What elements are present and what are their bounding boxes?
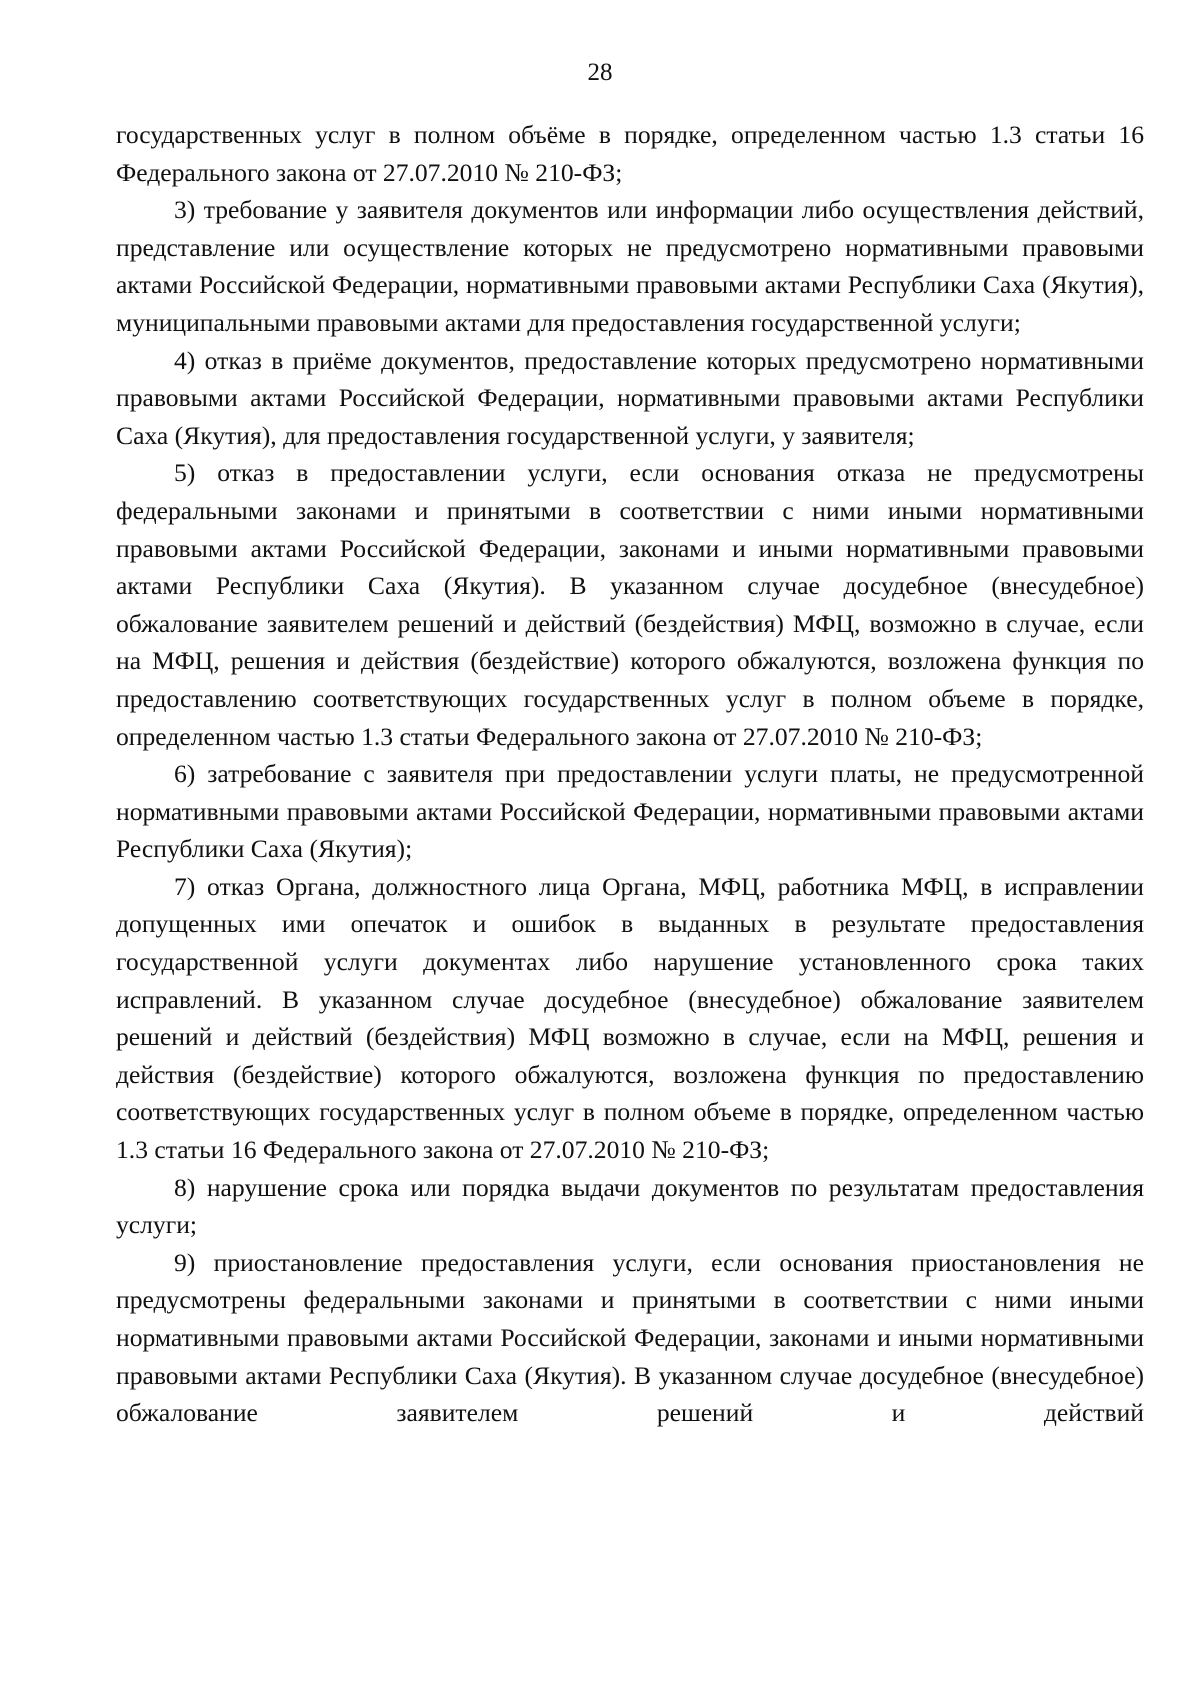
paragraph-item-4: 4) отказ в приёме документов, предоставление которых предусмотрено нормативными правовыми актами Российской Федерации, нормативными правовыми актами Республики Саха (Якутия), для предоставления государственной услуги, у заявителя; bbox=[116, 345, 1144, 450]
document-body bbox=[116, 116, 1144, 1432]
paragraph-item-5: 5) отказ в предоставлении услуги, если основания отказа не предусмотрены федеральными законами и принятыми в соответствии с ними иными нормативными правовыми актами Российской Федерации, законами и иными нормативными правовыми актами Республики Саха (Якутия). В указанном случае досудебное (внесудебное) обжалование заявителем решений и действий (бездействия) МФЦ, возможно в случае, если на МФЦ, решения и действия (бездействие) которого обжалуются, возложена функция по предоставлению соответствующих государственных услуг в полном объеме в порядке, определенном частью 1.3 статьи Федерального закона от 27.07.2010 № 210-ФЗ; bbox=[116, 458, 1144, 751]
paragraph-item-8: 8) нарушение срока или порядка выдачи документов по результатам предоставления услуги; bbox=[116, 1172, 1144, 1240]
paragraph-item-7: 7) отказ Органа, должностного лица Органа, МФЦ, работника МФЦ, в исправлении допущенных ими опечаток и ошибок в выданных в результате предоставления государственной услуги документах либо нарушение установленного срока таких исправлений. В указанном случае досудебное (внесудебное) обжалование заявителем решений и действий (бездействия) МФЦ возможно в случае, если на МФЦ, решения и действия (бездействие) которого обжалуются, возложена функция по предоставлению соответствующих государственных услуг в полном объеме в порядке, определенном частью 1.3 статьи 16 Федерального закона от 27.07.2010 № 210-ФЗ; bbox=[116, 871, 1144, 1165]
paragraph-continuation: государственных услуг в полном объёме в порядке, определенном частью 1.3 статьи 16 Федерального закона от 27.07.2010 № 210-ФЗ; bbox=[116, 120, 1144, 187]
paragraph-item-3: 3) требование у заявителя документов или информации либо осуществления действий, представление или осуществление которых не предусмотрено нормативными правовыми актами Российской Федерации, нормативными правовыми актами Республики Саха (Якутия), муниципальными правовыми актами для предоставления государственной услуги; bbox=[116, 195, 1144, 337]
page-number: 28 bbox=[587, 59, 613, 86]
paragraph-item-9: 9) приостановление предоставления услуги, если основания приостановления не предусмотрены федеральными законами и принятыми в соответствии с ними иными нормативными правовыми актами Российской Федерации, законами и иными нормативными правовыми актами Республики Саха (Якутия). В указанном случае досудебное (внесудебное) обжалование заявителем решений и действий bbox=[116, 1247, 1144, 1428]
paragraph-item-6: 6) затребование с заявителя при предоставлении услуги платы, не предусмотренной нормативными правовыми актами Российской Федерации, нормативными правовыми актами Республики Саха (Якутия); bbox=[116, 759, 1144, 864]
